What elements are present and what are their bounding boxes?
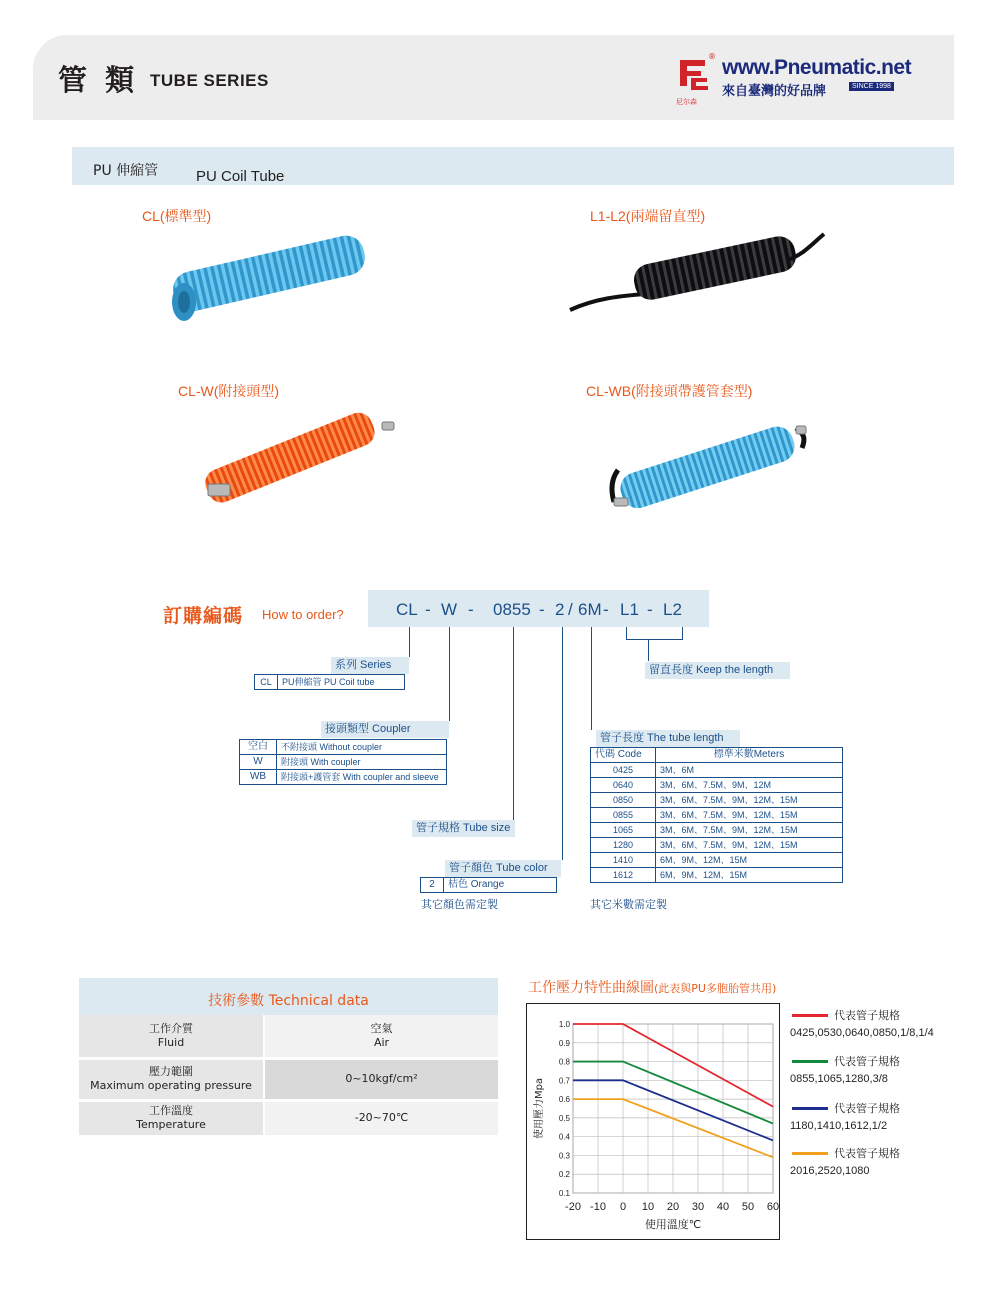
connector-line	[626, 627, 627, 639]
code-dash: -	[647, 600, 653, 619]
tech-key-cn: 工作介質	[149, 1021, 193, 1035]
y-tick-label: 0.6	[558, 1095, 570, 1105]
tech-value	[264, 1015, 498, 1058]
tech-key	[79, 1100, 264, 1136]
x-axis-label: 使用溫度℃	[644, 1218, 702, 1231]
length-code: 1410	[591, 853, 656, 868]
tech-key-en: Maximum operating pressure	[90, 1079, 252, 1092]
tech-key	[79, 1015, 264, 1058]
code-dash: -	[468, 600, 474, 619]
logo-slogan: 來自臺灣的好品牌	[722, 84, 827, 99]
code-series: CL	[396, 600, 418, 619]
coupler-desc: 不附接頭 Without coupler	[277, 740, 447, 755]
product-label-l1l2: L1-L2(兩端留直型)	[590, 208, 706, 224]
x-tick-label: -10	[590, 1201, 606, 1213]
table-row	[240, 740, 447, 755]
keep-length-label: 留直長度 Keep the length	[645, 662, 790, 679]
y-tick-label: 0.9	[558, 1038, 570, 1048]
color-code: 2	[421, 878, 444, 893]
length-code: 0850	[591, 793, 656, 808]
y-tick-label: 0.4	[558, 1132, 570, 1142]
tech-key	[79, 1058, 264, 1100]
y-tick-label: 0.7	[558, 1076, 570, 1086]
color-note: 其它顏色需定製	[421, 898, 498, 911]
series-table	[254, 674, 405, 690]
legend-title: 代表管子規格	[834, 1009, 900, 1022]
y-axis-label: 使用壓力Mpa	[534, 1077, 545, 1140]
series-code: CL	[255, 675, 278, 690]
length-code: 0855	[591, 808, 656, 823]
tech-value-sub: Air	[373, 1035, 390, 1049]
x-tick-label: 30	[691, 1201, 705, 1213]
length-meters: 3M、6M、7.5M、9M、12M、15M	[656, 793, 843, 808]
legend-swatch	[792, 1107, 828, 1110]
section-title-cn: PU 伸縮管	[93, 163, 159, 179]
chart-title	[528, 977, 776, 997]
y-tick-label: 0.2	[558, 1170, 570, 1180]
series-label: 系列 Series	[331, 657, 409, 674]
order-title-en: How to order?	[262, 607, 344, 622]
y-tick-label: 1.0	[558, 1020, 570, 1029]
logo-brand-text: 尼尔森	[676, 98, 697, 106]
page-title-en: TUBE SERIES	[150, 71, 269, 90]
product-label-clwb: CL-WB(附接頭帶護管套型)	[586, 383, 753, 399]
code-slash: /	[568, 600, 573, 619]
table-row	[240, 755, 447, 770]
table-row	[79, 1058, 498, 1100]
table-row	[240, 770, 447, 785]
tech-value-main: 空氣	[370, 1021, 393, 1035]
length-meters: 3M、6M、7.5M、9M、12M、15M	[656, 808, 843, 823]
connector-line	[591, 627, 592, 730]
tech-key-cn: 壓力範圍	[149, 1065, 193, 1078]
length-code: 1065	[591, 823, 656, 838]
x-tick-label: 10	[641, 1201, 655, 1213]
x-tick-label: 40	[716, 1201, 730, 1213]
color-desc: 桔色 Orange	[444, 878, 557, 893]
length-head-meters: 標準米數Meters	[656, 748, 843, 763]
code-length: 6M	[578, 600, 602, 619]
legend-specs: 2016,2520,1080	[790, 1165, 870, 1177]
legend-swatch	[792, 1060, 828, 1063]
length-code: 0640	[591, 778, 656, 793]
tube-color-table	[420, 877, 557, 893]
table-row	[591, 778, 843, 793]
code-dash: -	[539, 600, 545, 619]
connector-line	[449, 627, 450, 721]
tech-data-table	[79, 1015, 498, 1138]
series-desc: PU伸縮管 PU Coil tube	[278, 675, 405, 690]
connector-line	[648, 639, 649, 661]
table-row	[591, 763, 843, 778]
tube-color-label: 管子顏色 Tube color	[445, 860, 561, 877]
code-dash: -	[603, 600, 609, 619]
coil-tube-black-image	[566, 224, 828, 324]
tech-key-en: Fluid	[157, 1035, 185, 1049]
tech-value	[264, 1100, 498, 1136]
coupler-label: 接頭類型 Coupler	[321, 721, 449, 738]
table-row	[79, 1015, 498, 1058]
y-tick-label: 0.1	[558, 1189, 570, 1198]
code-dash: -	[425, 600, 431, 619]
connector-line	[682, 627, 683, 639]
code-coupler: W	[441, 600, 458, 619]
coupler-table	[239, 739, 447, 785]
table-row	[79, 1100, 498, 1136]
coupler-code: WB	[240, 770, 277, 785]
tech-key-en: Temperature	[136, 1118, 206, 1131]
x-tick-label: 0	[619, 1201, 627, 1213]
tube-length-label: 管子長度 The tube length	[596, 730, 740, 747]
table-row	[255, 675, 405, 690]
brand-logo-icon	[677, 56, 711, 98]
coil-tube-blue-image	[160, 226, 375, 326]
y-tick-label: 0.8	[558, 1057, 570, 1067]
legend-title: 代表管子規格	[834, 1147, 900, 1160]
legend-specs: 0855,1065,1280,3/8	[790, 1073, 888, 1085]
connector-line	[626, 639, 683, 640]
length-code: 0425	[591, 763, 656, 778]
legend-specs: 1180,1410,1612,1/2	[790, 1120, 888, 1132]
coupler-desc: 附接頭 With coupler	[277, 755, 447, 770]
length-code: 1280	[591, 838, 656, 853]
table-row	[591, 808, 843, 823]
table-row	[591, 853, 843, 868]
coil-tube-blue-sleeve-image	[606, 408, 816, 516]
table-row	[591, 838, 843, 853]
order-title-cn: 訂購編碼	[163, 605, 244, 627]
logo-url: www.Pneumatic.net	[722, 56, 912, 79]
tech-value-main: -20~70℃	[354, 1111, 409, 1124]
coupler-desc: 附接頭+護管套 With coupler and sleeve	[277, 770, 447, 785]
section-title-en: PU Coil Tube	[196, 168, 285, 185]
code-color: 2	[555, 600, 565, 619]
x-tick-label: 50	[741, 1201, 755, 1213]
legend-specs: 0425,0530,0640,0850,1/8,1/4	[790, 1027, 934, 1039]
table-header-row	[591, 748, 843, 763]
chart-title-main: 工作壓力特性曲線圖	[528, 980, 654, 996]
code-keep-1: L1	[620, 600, 639, 619]
tech-value-main: 0~10kgf/cm²	[345, 1072, 418, 1085]
coil-tube-orange-image	[186, 400, 401, 510]
pressure-chart	[526, 1003, 780, 1240]
length-meters: 6M、9M、12M、15M	[656, 853, 843, 868]
table-row	[421, 878, 557, 893]
x-tick-label: 60	[766, 1201, 780, 1213]
product-label-clw: CL-W(附接頭型)	[178, 383, 280, 399]
tech-value	[264, 1058, 498, 1100]
registered-mark: ®	[708, 52, 716, 61]
chart-subtitle: (此表與PU多胞胎管共用)	[654, 982, 777, 995]
connector-line	[513, 627, 514, 820]
legend-title: 代表管子規格	[834, 1055, 900, 1068]
length-code: 1612	[591, 868, 656, 883]
legend-title: 代表管子規格	[834, 1102, 900, 1115]
tube-size-label: 管子規格 Tube size	[412, 820, 515, 837]
tech-key-cn: 工作溫度	[149, 1104, 193, 1117]
x-tick-label: 20	[666, 1201, 680, 1213]
coupler-code: W	[240, 755, 277, 770]
code-keep-2: L2	[663, 600, 682, 619]
connector-line	[562, 627, 563, 860]
page-title-cn: 管 類	[58, 63, 139, 97]
product-label-cl: CL(標準型)	[142, 208, 212, 224]
length-meters: 3M、6M、7.5M、9M、12M、15M	[656, 838, 843, 853]
x-tick-label: -20	[565, 1201, 581, 1213]
coupler-code: 空白	[240, 740, 277, 755]
tube-length-table	[590, 747, 843, 883]
length-note: 其它米數需定製	[590, 898, 667, 911]
length-head-code: 代碼 Code	[591, 748, 656, 763]
table-row	[591, 793, 843, 808]
table-row	[591, 868, 843, 883]
length-meters: 6M、9M、12M、15M	[656, 868, 843, 883]
legend-swatch	[792, 1152, 828, 1155]
length-meters: 3M、6M	[656, 763, 843, 778]
table-row	[591, 823, 843, 838]
legend-swatch	[792, 1014, 828, 1017]
connector-line	[409, 627, 410, 657]
length-meters: 3M、6M、7.5M、9M、12M、15M	[656, 823, 843, 838]
y-tick-label: 0.5	[558, 1113, 570, 1123]
tech-data-title: 技術參數 Technical data	[208, 993, 369, 1009]
logo-since-badge: SINCE 1998	[849, 82, 894, 91]
y-tick-label: 0.3	[558, 1151, 570, 1161]
length-meters: 3M、6M、7.5M、9M、12M	[656, 778, 843, 793]
code-size: 0855	[493, 600, 531, 619]
